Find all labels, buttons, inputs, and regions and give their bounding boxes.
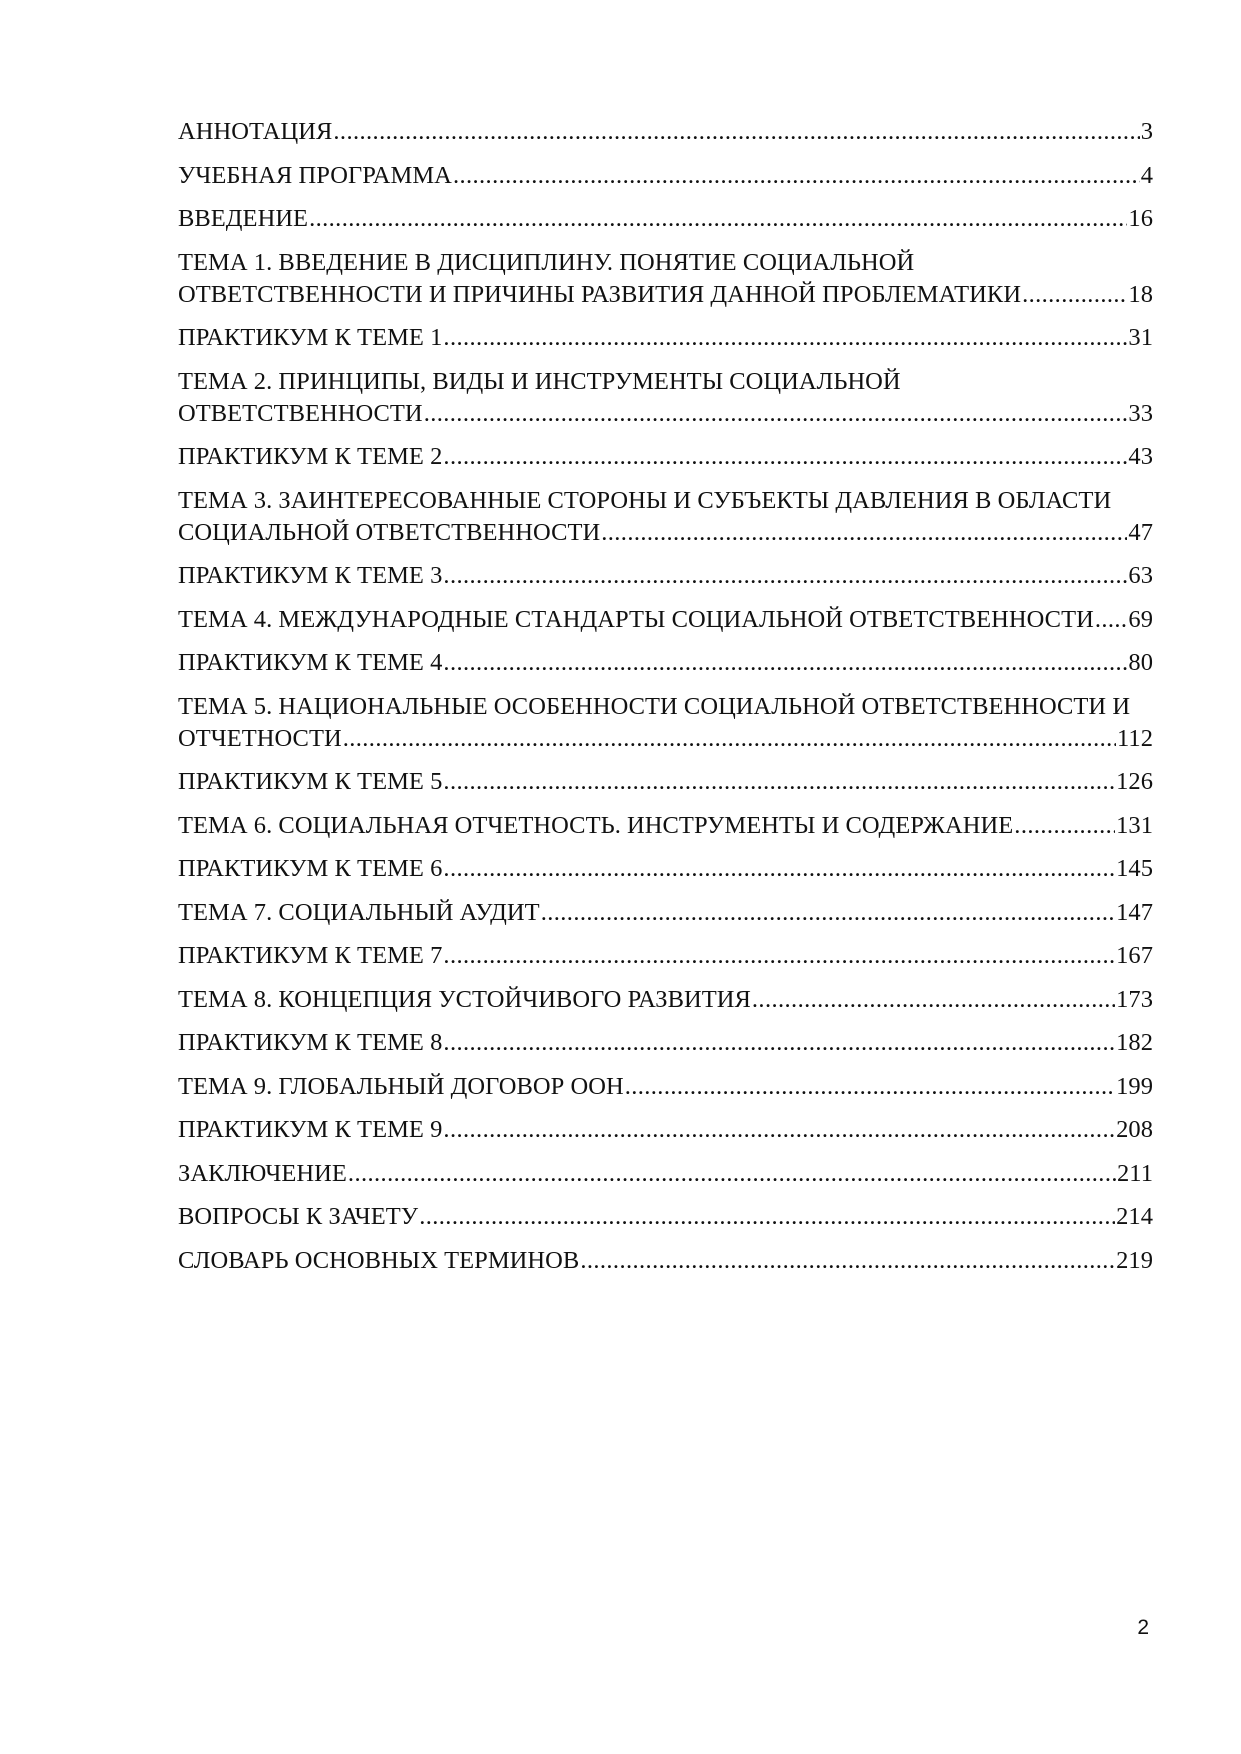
toc-dot-leader bbox=[1095, 604, 1128, 636]
toc-page-number: 4 bbox=[1140, 161, 1153, 189]
toc-entry-line bbox=[178, 517, 1153, 549]
toc-entry[interactable] bbox=[178, 366, 1153, 430]
toc-entry[interactable] bbox=[178, 160, 1153, 192]
toc-dot-leader bbox=[541, 897, 1115, 929]
toc-page-number: 80 bbox=[1128, 649, 1153, 676]
toc-entry-title: ПРАКТИКУМ К ТЕМЕ 2 bbox=[178, 443, 443, 470]
toc-entry[interactable] bbox=[178, 766, 1153, 798]
toc-page-number: 211 bbox=[1117, 1159, 1153, 1187]
toc-entry[interactable] bbox=[178, 485, 1153, 549]
toc-page-number: 147 bbox=[1116, 898, 1153, 926]
toc-entry[interactable] bbox=[178, 897, 1153, 929]
toc-entry-title-line: ТЕМА 1. ВВЕДЕНИЕ В ДИСЦИПЛИНУ. ПОНЯТИЕ СОЦИАЛЬНОЙ bbox=[178, 248, 915, 276]
toc-entry-line bbox=[178, 1201, 1153, 1233]
toc-entry[interactable] bbox=[178, 441, 1153, 473]
toc-entry-title: АННОТАЦИЯ bbox=[178, 118, 333, 145]
toc-dot-leader bbox=[443, 853, 1115, 885]
toc-page-number: 182 bbox=[1116, 1029, 1153, 1056]
toc-entry-title-line: ТЕМА 2. ПРИНЦИПЫ, ВИДЫ И ИНСТРУМЕНТЫ СОЦИАЛЬНОЙ bbox=[178, 367, 901, 395]
toc-dot-leader bbox=[309, 203, 1127, 235]
toc-dot-leader bbox=[580, 1245, 1115, 1277]
toc-entry-title: ПРАКТИКУМ К ТЕМЕ 6 bbox=[178, 855, 443, 882]
toc-dot-leader bbox=[443, 647, 1127, 679]
toc-page-number: 43 bbox=[1128, 443, 1153, 470]
toc-page-number: 33 bbox=[1128, 399, 1153, 427]
toc-entry-title: УЧЕБНАЯ ПРОГРАММА bbox=[178, 161, 452, 189]
toc-dot-leader bbox=[424, 398, 1128, 430]
toc-entry[interactable] bbox=[178, 1027, 1153, 1059]
toc-dot-leader bbox=[443, 1027, 1115, 1059]
toc-entry[interactable] bbox=[178, 691, 1153, 755]
toc-entry-line bbox=[178, 897, 1153, 929]
toc-page-number: 145 bbox=[1116, 855, 1153, 882]
toc-entry-title: ПРАКТИКУМ К ТЕМЕ 8 bbox=[178, 1029, 443, 1056]
toc-dot-leader bbox=[1014, 810, 1115, 842]
toc-entry[interactable] bbox=[178, 203, 1153, 235]
toc-entry[interactable] bbox=[178, 1245, 1153, 1277]
toc-entry-line bbox=[178, 604, 1153, 636]
toc-entry-title: ПРАКТИКУМ К ТЕМЕ 9 bbox=[178, 1116, 443, 1143]
toc-entry-title: ЗАКЛЮЧЕНИЕ bbox=[178, 1159, 347, 1187]
toc-dot-leader bbox=[453, 160, 1140, 192]
toc-entry-line bbox=[178, 441, 1153, 473]
toc-entry[interactable] bbox=[178, 647, 1153, 679]
toc-entry-title: СОЦИАЛЬНОЙ ОТВЕТСТВЕННОСТИ bbox=[178, 518, 601, 546]
toc-entry-line bbox=[178, 203, 1153, 235]
toc-entry[interactable] bbox=[178, 604, 1153, 636]
toc-dot-leader bbox=[625, 1071, 1115, 1103]
toc-entry[interactable] bbox=[178, 1201, 1153, 1233]
toc-entry[interactable] bbox=[178, 1071, 1153, 1103]
toc-dot-leader bbox=[443, 441, 1127, 473]
toc-entry-title-line: ТЕМА 5. НАЦИОНАЛЬНЫЕ ОСОБЕННОСТИ СОЦИАЛЬНОЙ ОТВЕТСТВЕННОСТИ И bbox=[178, 692, 1131, 720]
toc-entry-line bbox=[178, 984, 1153, 1016]
toc-entry-line bbox=[178, 1027, 1153, 1059]
toc-entry-line bbox=[178, 940, 1153, 972]
toc-entry-line bbox=[178, 853, 1153, 885]
toc-entry-line bbox=[178, 647, 1153, 679]
toc-entry-line bbox=[178, 1158, 1153, 1190]
toc-entry[interactable] bbox=[178, 1114, 1153, 1146]
toc-dot-leader bbox=[443, 766, 1115, 798]
toc-page-number: 214 bbox=[1116, 1203, 1153, 1230]
toc-entry[interactable] bbox=[178, 322, 1153, 354]
toc-entry-line bbox=[178, 160, 1153, 192]
toc-page-number: 208 bbox=[1116, 1116, 1153, 1143]
toc-entry-line bbox=[178, 398, 1153, 430]
toc-entry[interactable] bbox=[178, 810, 1153, 842]
toc-entry[interactable] bbox=[178, 1158, 1153, 1190]
toc-page-number: 167 bbox=[1116, 942, 1153, 969]
toc-dot-leader bbox=[752, 984, 1115, 1016]
toc-page-number: 112 bbox=[1117, 724, 1153, 752]
toc-entry[interactable] bbox=[178, 116, 1153, 148]
toc-entry-line bbox=[178, 322, 1153, 354]
toc-entry-line bbox=[178, 723, 1153, 755]
toc-entry-title: СЛОВАРЬ ОСНОВНЫХ ТЕРМИНОВ bbox=[178, 1246, 580, 1274]
toc-entry-title: ПРАКТИКУМ К ТЕМЕ 5 bbox=[178, 768, 443, 795]
toc-page-number: 18 bbox=[1128, 280, 1153, 308]
toc-page-number: 199 bbox=[1116, 1072, 1153, 1100]
toc-page-number: 16 bbox=[1128, 205, 1153, 232]
toc-dot-leader bbox=[343, 723, 1116, 755]
toc-entry[interactable] bbox=[178, 247, 1153, 311]
toc-page-number: 173 bbox=[1116, 985, 1153, 1013]
toc-entry-line bbox=[178, 810, 1153, 842]
toc-entry-title: ПРАКТИКУМ К ТЕМЕ 7 bbox=[178, 942, 443, 969]
toc-entry[interactable] bbox=[178, 940, 1153, 972]
toc-entry-title: ВОПРОСЫ К ЗАЧЕТУ bbox=[178, 1203, 419, 1230]
toc-dot-leader bbox=[443, 560, 1127, 592]
toc-entry-title: ТЕМА 8. КОНЦЕПЦИЯ УСТОЙЧИВОГО РАЗВИТИЯ bbox=[178, 985, 751, 1013]
toc-entry-title: ТЕМА 9. ГЛОБАЛЬНЫЙ ДОГОВОР ООН bbox=[178, 1072, 624, 1100]
toc-dot-leader bbox=[1022, 279, 1127, 311]
table-of-contents bbox=[178, 116, 1153, 1288]
toc-entry[interactable] bbox=[178, 853, 1153, 885]
toc-entry-title: ОТВЕТСТВЕННОСТИ И ПРИЧИНЫ РАЗВИТИЯ ДАННОЙ ПРОБЛЕМАТИКИ bbox=[178, 280, 1022, 308]
toc-page-number: 126 bbox=[1116, 768, 1153, 795]
toc-page-number: 63 bbox=[1128, 562, 1153, 589]
toc-entry-line bbox=[178, 1071, 1153, 1103]
toc-dot-leader bbox=[443, 940, 1115, 972]
toc-entry-title: ПРАКТИКУМ К ТЕМЕ 1 bbox=[178, 324, 443, 351]
toc-entry-title: ТЕМА 4. МЕЖДУНАРОДНЫЕ СТАНДАРТЫ СОЦИАЛЬНОЙ ОТВЕТСТВЕННОСТИ bbox=[178, 605, 1094, 633]
toc-page-number: 47 bbox=[1128, 518, 1153, 546]
toc-entry-line bbox=[178, 116, 1153, 148]
toc-dot-leader bbox=[419, 1201, 1115, 1233]
toc-entry-title: ПРАКТИКУМ К ТЕМЕ 4 bbox=[178, 649, 443, 676]
toc-dot-leader bbox=[443, 1114, 1115, 1146]
toc-entry-title: ОТВЕТСТВЕННОСТИ bbox=[178, 399, 423, 427]
toc-entry-title: ОТЧЕТНОСТИ bbox=[178, 724, 342, 752]
page-number: 2 bbox=[1137, 1616, 1149, 1639]
toc-entry-line bbox=[178, 1245, 1153, 1277]
toc-entry-line bbox=[178, 1114, 1153, 1146]
toc-dot-leader bbox=[348, 1158, 1116, 1190]
toc-entry-line bbox=[178, 560, 1153, 592]
toc-entry-title: ВВЕДЕНИЕ bbox=[178, 205, 309, 232]
toc-entry[interactable] bbox=[178, 984, 1153, 1016]
toc-entry-title: ТЕМА 6. СОЦИАЛЬНАЯ ОТЧЕТНОСТЬ. ИНСТРУМЕНТЫ И СОДЕРЖАНИЕ bbox=[178, 811, 1014, 839]
toc-page-number: 131 bbox=[1116, 811, 1153, 839]
toc-entry[interactable] bbox=[178, 560, 1153, 592]
toc-page-number: 219 bbox=[1116, 1246, 1153, 1274]
toc-page-number: 31 bbox=[1128, 324, 1153, 351]
toc-dot-leader bbox=[601, 517, 1127, 549]
toc-entry-title: ТЕМА 7. СОЦИАЛЬНЫЙ АУДИТ bbox=[178, 898, 540, 926]
toc-dot-leader bbox=[443, 322, 1127, 354]
toc-entry-line bbox=[178, 279, 1153, 311]
toc-page-number: 3 bbox=[1140, 118, 1153, 145]
toc-entry-title-line: ТЕМА 3. ЗАИНТЕРЕСОВАННЫЕ СТОРОНЫ И СУБЪЕКТЫ ДАВЛЕНИЯ В ОБЛАСТИ bbox=[178, 486, 1112, 514]
toc-page-number: 69 bbox=[1128, 605, 1153, 633]
toc-entry-title: ПРАКТИКУМ К ТЕМЕ 3 bbox=[178, 562, 443, 589]
toc-dot-leader bbox=[333, 116, 1139, 148]
toc-entry-line bbox=[178, 766, 1153, 798]
